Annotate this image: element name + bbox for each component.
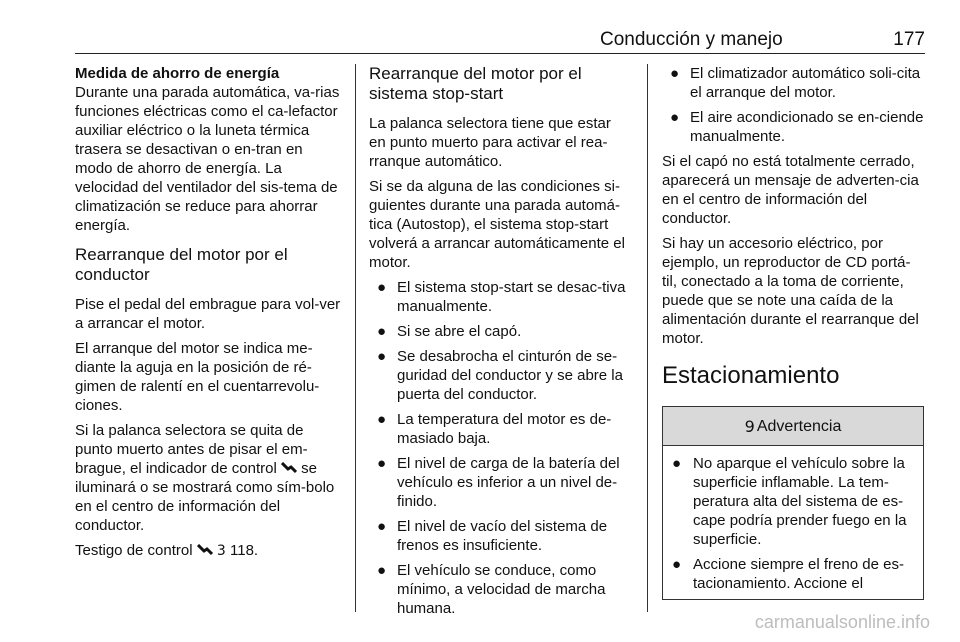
list-item-text: El vehículo se conduce, como mínimo, a velocidad de marcha humana. bbox=[397, 562, 606, 617]
page-header bbox=[600, 26, 925, 54]
warning-title: Advertencia bbox=[756, 417, 842, 435]
list-item-text: El sistema stop-start se desac-tiva manualmente. bbox=[397, 279, 626, 315]
warning-box bbox=[662, 406, 924, 600]
list-item-text: Se desabrocha el cinturón de se-guridad del conductor y se abre la puerta del conductor. bbox=[397, 348, 623, 403]
page-reference-link[interactable]: 118. bbox=[230, 542, 259, 559]
page-reference-icon: 3 bbox=[216, 543, 226, 559]
chapter-title: Conducción y manejo bbox=[600, 29, 783, 50]
list-item bbox=[369, 454, 631, 511]
bullet: ● bbox=[672, 556, 682, 573]
paragraph: Si hay un accesorio eléctrico, por ejemplo, un reproductor de CD portá-til, conectado a la toma de corriente, puede que se note una caída de la alimentación durante el rearranque del motor. bbox=[662, 235, 919, 347]
column-divider bbox=[355, 64, 356, 612]
bullet: ● bbox=[377, 455, 387, 472]
conditions-list bbox=[369, 278, 631, 618]
bullet: ● bbox=[377, 279, 387, 296]
text-span: Testigo de control bbox=[75, 542, 193, 559]
bullet: ● bbox=[377, 518, 387, 535]
paragraph: La palanca selectora tiene que estar en punto muerto para activar el rea-rranque automático. bbox=[369, 115, 611, 170]
stop-start-indicator-icon bbox=[281, 462, 297, 474]
list-item bbox=[663, 555, 923, 593]
list-item bbox=[369, 347, 631, 404]
bullet: ● bbox=[377, 562, 387, 579]
list-item bbox=[662, 64, 924, 102]
bullet: ● bbox=[672, 455, 682, 472]
bullet: ● bbox=[670, 65, 680, 82]
page-number: 177 bbox=[893, 29, 925, 50]
conditions-list-continued bbox=[662, 64, 924, 146]
list-item-text: No aparque el vehículo sobre la superficie inflamable. La tem-peratura alta del sistema de es-cape podría prender fuego en la superficie. bbox=[693, 455, 907, 548]
bullet: ● bbox=[377, 411, 387, 428]
bullet: ● bbox=[670, 109, 680, 126]
paragraph bbox=[75, 541, 343, 561]
header-rule bbox=[75, 53, 925, 54]
warning-triangle-icon: 9 bbox=[744, 416, 755, 436]
list-item bbox=[369, 278, 631, 316]
list-item-text: Si se abre el capó. bbox=[397, 323, 522, 340]
energy-saving-heading: Medida de ahorro de energía bbox=[75, 65, 280, 82]
list-item bbox=[662, 108, 924, 146]
paragraph: Si el capó no está totalmente cerrado, aparecerá un mensaje de adverten-cia en el centro de información del conductor. bbox=[662, 153, 919, 227]
paragraph: Si se da alguna de las condiciones si-guientes durante una parada automá-tica (Autostop), el sistema stop-start volverá a arrancar automáticamente el motor. bbox=[369, 178, 625, 271]
paragraph: Pise el pedal del embrague para vol-ver a arrancar el motor. bbox=[75, 296, 341, 332]
list-item-text: El nivel de carga de la batería del vehículo es inferior a un nivel de-finido. bbox=[397, 455, 620, 510]
list-item-text: El climatizador automático soli-cita el arranque del motor. bbox=[690, 65, 921, 101]
bullet: ● bbox=[377, 323, 387, 340]
text-span: se iluminará o se mostrará como sím-bolo en el centro de información del conductor. bbox=[75, 460, 335, 534]
watermark: carmanualsonline.info bbox=[754, 612, 930, 632]
paragraph: Durante una parada automática, va-rias funciones eléctricas como el ca-lefactor auxiliar eléctrico o la luneta térmica trasera se desactivan o en-tran en modo de ahorro de energía. La velocidad del ventilador del sis-tema de climatización se reduce para ahorrar energía. bbox=[75, 84, 340, 234]
list-item-text: El nivel de vacío del sistema de frenos es insuficiente. bbox=[397, 518, 608, 554]
list-item bbox=[369, 410, 631, 448]
list-item bbox=[369, 322, 631, 341]
paragraph bbox=[75, 421, 343, 535]
list-item bbox=[369, 561, 631, 618]
list-item-text: La temperatura del motor es de-masiado baja. bbox=[397, 411, 612, 447]
list-item bbox=[663, 454, 923, 549]
list-item-text: El aire acondicionado se en-ciende manualmente. bbox=[690, 109, 924, 145]
bullet: ● bbox=[377, 348, 387, 365]
column-2 bbox=[369, 64, 631, 624]
text-span: Si la palanca selectora se quita de punto muerto antes de pisar el em-brague, el indicador de control bbox=[75, 422, 308, 477]
list-item bbox=[369, 517, 631, 555]
warning-header bbox=[663, 407, 923, 446]
section-heading-parking: Estacionamiento bbox=[662, 362, 840, 389]
section-heading-system-restart: Rearranque del motor por el sistema stop-start bbox=[369, 64, 582, 103]
list-item-text: Accione siempre el freno de es-tacionamiento. Accione el bbox=[693, 556, 904, 592]
column-1 bbox=[75, 64, 343, 567]
section-heading-driver-restart: Rearranque del motor por el conductor bbox=[75, 245, 288, 284]
paragraph: El arranque del motor se indica me-diante la aguja en la posición de ré-gimen de ralentí en el cuentarrevolu-ciones. bbox=[75, 340, 320, 414]
column-divider bbox=[647, 64, 648, 612]
warning-list bbox=[663, 446, 923, 593]
column-3 bbox=[662, 64, 924, 600]
stop-start-indicator-icon bbox=[197, 544, 213, 556]
